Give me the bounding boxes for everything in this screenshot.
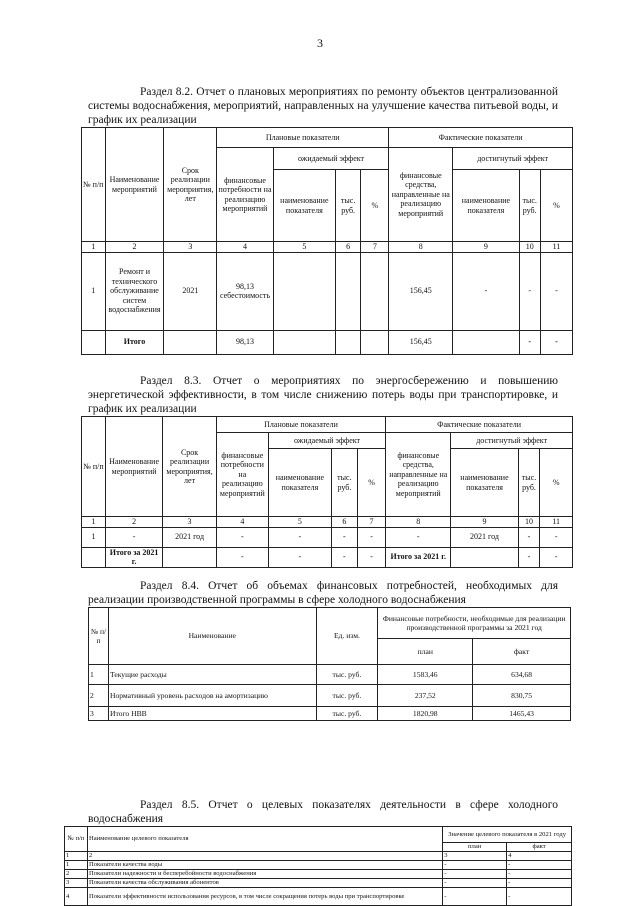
table-row bbox=[82, 252, 573, 330]
cell-d8: - bbox=[386, 527, 451, 547]
cell-empty bbox=[82, 330, 106, 354]
cell-d9: - bbox=[453, 252, 519, 330]
cell-num: 2 bbox=[65, 870, 88, 879]
table-row bbox=[89, 665, 571, 685]
header-pct: % bbox=[357, 449, 385, 517]
cell-plan: 237,52 bbox=[378, 685, 473, 707]
total-d6: - bbox=[331, 547, 357, 567]
header-fact: Фактические показатели bbox=[386, 417, 573, 433]
cell-name: Показатели качества обслуживания абонентов bbox=[87, 879, 442, 888]
header-name: Наименование мероприятий bbox=[105, 417, 162, 517]
section-8-3-heading: Раздел 8.3. Отчет о мероприятиях по энергосбережению и повышению энергетической эффективности, в том числе снижению потерь воды при транспортировке, и график их реализации bbox=[88, 375, 558, 415]
table-row bbox=[89, 685, 571, 707]
cell-fact: 4 bbox=[507, 852, 572, 861]
table-8-4 bbox=[88, 607, 571, 721]
cell-empty bbox=[335, 252, 361, 330]
total-fact-label: Итого за 2021 г. bbox=[386, 547, 451, 567]
header-plan: план bbox=[443, 843, 507, 852]
total-d11: - bbox=[540, 330, 572, 354]
total-label: Итого bbox=[105, 330, 164, 354]
cell-fact: - bbox=[507, 870, 572, 879]
colnum: 6 bbox=[335, 242, 361, 253]
colnum: 9 bbox=[451, 517, 518, 528]
header-value: Значение целевого показателя в 2021 году bbox=[443, 827, 572, 843]
cell-empty bbox=[453, 330, 519, 354]
header-name: Наименование bbox=[108, 608, 316, 665]
cell-num: 4 bbox=[65, 888, 88, 906]
cell-term: 2021 год bbox=[163, 527, 217, 547]
colnum: 4 bbox=[217, 242, 274, 253]
cell-d9: 2021 год bbox=[451, 527, 518, 547]
cell-fact: 634,68 bbox=[473, 665, 571, 685]
header-fin-need: финансовые потребности на реализацию мероприятий bbox=[216, 433, 268, 517]
header-achieved-effect: достигнутый эффект bbox=[451, 433, 573, 449]
header-name: Наименование целевого показателя bbox=[87, 827, 442, 852]
cell-empty bbox=[82, 547, 106, 567]
header-trub-2: тыс. руб. bbox=[518, 449, 540, 517]
header-fin-funds: финансовые средства, направленные на реализацию мероприятий bbox=[389, 148, 453, 242]
cell-d5: - bbox=[268, 527, 331, 547]
header-name: Наименование мероприятий bbox=[105, 128, 164, 242]
colnum: 9 bbox=[453, 242, 519, 253]
cell-unit: тыс. руб. bbox=[316, 665, 378, 685]
header-trub-2: тыс. руб. bbox=[519, 170, 540, 242]
cell-name: 2 bbox=[87, 852, 442, 861]
header-pct-2: % bbox=[540, 170, 572, 242]
table-8-3 bbox=[81, 416, 573, 568]
colnum: 5 bbox=[273, 242, 335, 253]
cell-plan: - bbox=[443, 870, 507, 879]
header-num: № п/п bbox=[82, 417, 106, 517]
cell-d6: - bbox=[331, 527, 357, 547]
header-fin-need: финансовые потребности на реализацию мероприятий bbox=[217, 148, 274, 242]
cell-plan: 1820,98 bbox=[378, 707, 473, 721]
table-row bbox=[65, 852, 572, 861]
total-fin: 98,13 bbox=[217, 330, 274, 354]
cell-empty bbox=[273, 252, 335, 330]
header-indicator-name-2: наименование показателя bbox=[451, 449, 518, 517]
cell-fact: - bbox=[507, 888, 572, 906]
header-indicator-name: наименование показателя bbox=[268, 449, 331, 517]
colnum: 10 bbox=[518, 517, 540, 528]
total-d7: - bbox=[357, 547, 385, 567]
section-8-5-heading: Раздел 8.5. Отчет о целевых показателях деятельности в сфере холодного водоснабжения bbox=[88, 799, 558, 825]
table-row bbox=[82, 527, 573, 547]
total-row bbox=[82, 330, 573, 354]
colnum: 3 bbox=[163, 517, 217, 528]
cell-empty bbox=[361, 330, 389, 354]
colnum: 8 bbox=[386, 517, 451, 528]
cell-fin: 98,13 себестоимость bbox=[217, 252, 274, 330]
cell-name: Итого НВВ bbox=[108, 707, 316, 721]
colnum: 3 bbox=[164, 242, 217, 253]
table-row bbox=[65, 879, 572, 888]
header-term: Срок реализации мероприятия, лет bbox=[163, 417, 217, 517]
cell-name: Ремонт и технического обслуживание систем водоснабжения bbox=[105, 252, 164, 330]
cell-empty bbox=[163, 547, 217, 567]
header-expected-effect: ожидаемый эффект bbox=[273, 148, 388, 170]
colnum: 10 bbox=[519, 242, 540, 253]
colnum: 7 bbox=[357, 517, 385, 528]
cell-empty bbox=[273, 330, 335, 354]
header-plan: Плановые показатели bbox=[217, 128, 389, 148]
colnum: 11 bbox=[540, 242, 572, 253]
cell-plan: - bbox=[443, 888, 507, 906]
cell-d4: - bbox=[216, 527, 268, 547]
total-row bbox=[82, 547, 573, 567]
cell-d11: - bbox=[540, 252, 572, 330]
header-indicator-name: наименование показателя bbox=[273, 170, 335, 242]
header-expected-effect: ожидаемый эффект bbox=[268, 433, 385, 449]
cell-term: 2021 bbox=[164, 252, 217, 330]
colnum: 2 bbox=[105, 242, 164, 253]
table-row bbox=[65, 870, 572, 879]
colnum: 1 bbox=[82, 517, 106, 528]
header-plan: план bbox=[378, 639, 473, 665]
colnum: 7 bbox=[361, 242, 389, 253]
cell-name: Нормативный уровень расходов на амортизацию bbox=[108, 685, 316, 707]
cell-empty bbox=[335, 330, 361, 354]
table-8-5 bbox=[64, 826, 572, 906]
colnum: 2 bbox=[105, 517, 162, 528]
cell-num: 1 bbox=[82, 527, 106, 547]
cell-d11: - bbox=[540, 527, 573, 547]
header-plan: Плановые показатели bbox=[216, 417, 385, 433]
cell-fact: 156,45 bbox=[389, 252, 453, 330]
cell-num: 1 bbox=[89, 665, 109, 685]
cell-num: 1 bbox=[65, 852, 88, 861]
section-8-4-heading: Раздел 8.4. Отчет об объемах финансовых потребностей, необходимых для реализации производственной программы в сфере холодного водоснабжения bbox=[88, 580, 558, 606]
cell-plan: - bbox=[443, 879, 507, 888]
header-term: Срок реализации мероприятия, лет bbox=[164, 128, 217, 242]
header-fact: факт bbox=[473, 639, 571, 665]
cell-num: 3 bbox=[65, 879, 88, 888]
cell-fact: - bbox=[507, 861, 572, 870]
cell-name: Текущие расходы bbox=[108, 665, 316, 685]
total-d10: - bbox=[519, 330, 540, 354]
header-unit: Ед. изм. bbox=[316, 608, 378, 665]
cell-num: 1 bbox=[82, 252, 106, 330]
cell-name: - bbox=[105, 527, 162, 547]
cell-plan: 1583,46 bbox=[378, 665, 473, 685]
header-fact: Фактические показатели bbox=[389, 128, 573, 148]
total-d10: - bbox=[518, 547, 540, 567]
cell-d7: - bbox=[357, 527, 385, 547]
colnum: 5 bbox=[268, 517, 331, 528]
cell-d10: - bbox=[519, 252, 540, 330]
cell-fact: 1465,43 bbox=[473, 707, 571, 721]
cell-unit: тыс. руб. bbox=[316, 707, 378, 721]
header-pct: % bbox=[361, 170, 389, 242]
table-8-2 bbox=[81, 127, 573, 355]
total-d11: - bbox=[540, 547, 573, 567]
header-trub: тыс. руб. bbox=[335, 170, 361, 242]
colnum: 4 bbox=[216, 517, 268, 528]
column-numbers-row bbox=[82, 242, 573, 253]
header-num: № п/п bbox=[89, 608, 109, 665]
cell-fact: 830,75 bbox=[473, 685, 571, 707]
colnum: 1 bbox=[82, 242, 106, 253]
total-label: Итого за 2021 г. bbox=[105, 547, 162, 567]
table-row bbox=[65, 861, 572, 870]
cell-plan: - bbox=[443, 861, 507, 870]
table-row bbox=[65, 888, 572, 906]
header-indicator-name-2: наименование показателя bbox=[453, 170, 519, 242]
cell-empty bbox=[164, 330, 217, 354]
header-achieved-effect: достигнутый эффект bbox=[453, 148, 573, 170]
table-row bbox=[89, 707, 571, 721]
cell-unit: тыс. руб. bbox=[316, 685, 378, 707]
colnum: 11 bbox=[540, 517, 573, 528]
header-trub: тыс. руб. bbox=[331, 449, 357, 517]
header-fin: Финансовые потребности, необходимые для реализации производственной программы за 2021 год bbox=[378, 608, 571, 639]
cell-plan: 3 bbox=[443, 852, 507, 861]
total-d5: - bbox=[268, 547, 331, 567]
cell-name: Показатели эффективности использования ресурсов, в том числе сокращения потерь воды при транспортировке bbox=[87, 888, 442, 906]
header-num: № п/п bbox=[82, 128, 106, 242]
cell-name: Показатели надежности и бесперебойности водоснабжения bbox=[87, 870, 442, 879]
cell-d10: - bbox=[518, 527, 540, 547]
colnum: 6 bbox=[331, 517, 357, 528]
cell-num: 2 bbox=[89, 685, 109, 707]
cell-num: 1 bbox=[65, 861, 88, 870]
cell-fact: - bbox=[507, 879, 572, 888]
header-num: № п/п bbox=[65, 827, 88, 852]
column-numbers-row bbox=[82, 517, 573, 528]
cell-empty bbox=[361, 252, 389, 330]
cell-name: Показатели качества воды bbox=[87, 861, 442, 870]
total-fact: 156,45 bbox=[389, 330, 453, 354]
header-pct-2: % bbox=[540, 449, 573, 517]
cell-empty bbox=[451, 547, 518, 567]
header-fact: факт bbox=[507, 843, 572, 852]
header-fin-funds: финансовые средства, направленные на реализацию мероприятий bbox=[386, 433, 451, 517]
total-d4: - bbox=[216, 547, 268, 567]
page-number: 3 bbox=[317, 36, 323, 50]
colnum: 8 bbox=[389, 242, 453, 253]
cell-num: 3 bbox=[89, 707, 109, 721]
section-8-2-heading: Раздел 8.2. Отчет о плановых мероприятиях по ремонту объектов централизованной системы водоснабжения, мероприятий, направленных на улучшение качества питьевой воды, и график их реализации bbox=[88, 86, 558, 126]
